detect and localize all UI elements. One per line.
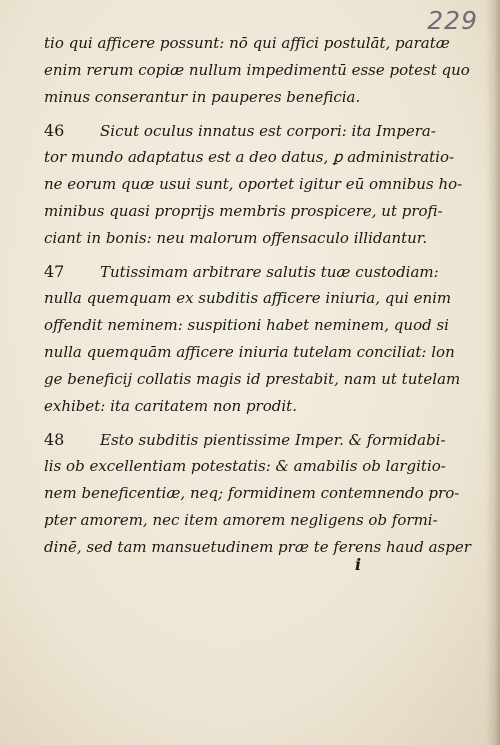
text-line: pter amorem, nec item amorem negligens ob formi-: [44, 511, 438, 529]
text-line: ciant in bonis: neu malorum offensaculo illidantur.: [44, 229, 428, 247]
text-line: ne eorum quæ usui sunt, oportet igitur eū omnibus ho-: [44, 175, 463, 193]
text-block: [44, 30, 471, 561]
line-text: Tutissimam arbitrare salutis tuæ custodiam:: [100, 263, 439, 281]
paragraph-number: 47: [44, 262, 65, 281]
text-line: tor mundo adaptatus est a deo datus, ꝑ administratio-: [44, 148, 455, 166]
text-line: nem beneficentiæ, neq; formidinem contemnendo pro-: [44, 484, 460, 502]
paragraph-number: 46: [44, 121, 65, 140]
text-line: minibus quasi proprijs membris prospicere, ut profi-: [44, 202, 443, 220]
paragraph-number: 48: [44, 430, 65, 449]
text-line: offendit neminem: suspitioni habet neminem, quod si: [44, 316, 449, 334]
text-line: nulla quemquām afficere iniuria tutelam conciliat: lon: [44, 343, 455, 361]
text-line: [44, 426, 446, 453]
text-line: [44, 117, 436, 144]
text-line: nulla quemquam ex subditis afficere iniuria, qui enim: [44, 289, 452, 307]
text-line: dinē, sed tam mansuetudinem præ te ferens haud asper: [44, 538, 471, 556]
text-line: exhibet: ita caritatem non prodit.: [44, 397, 297, 415]
text-line: [44, 258, 439, 285]
folio-number: 229: [427, 6, 478, 35]
line-text: Esto subditis pientissime Imper. & formidabi-: [100, 431, 446, 449]
text-line: minus conserantur in pauperes beneficia.: [44, 88, 361, 106]
text-line: tio qui afficere possunt: nō qui affici postulāt, paratæ: [44, 34, 450, 52]
text-line: ge beneficij collatis magis id prestabit, nam ut tutelam: [44, 370, 461, 388]
signature-mark: i: [355, 555, 362, 574]
line-text: Sicut oculus innatus est corpori: ita Impera-: [100, 122, 436, 140]
page-edge-shadow: [486, 0, 500, 745]
text-line: enim rerum copiæ nullum impedimentū esse potest quo: [44, 61, 470, 79]
text-line: lis ob excellentiam potestatis: & amabilis ob largitio-: [44, 457, 446, 475]
